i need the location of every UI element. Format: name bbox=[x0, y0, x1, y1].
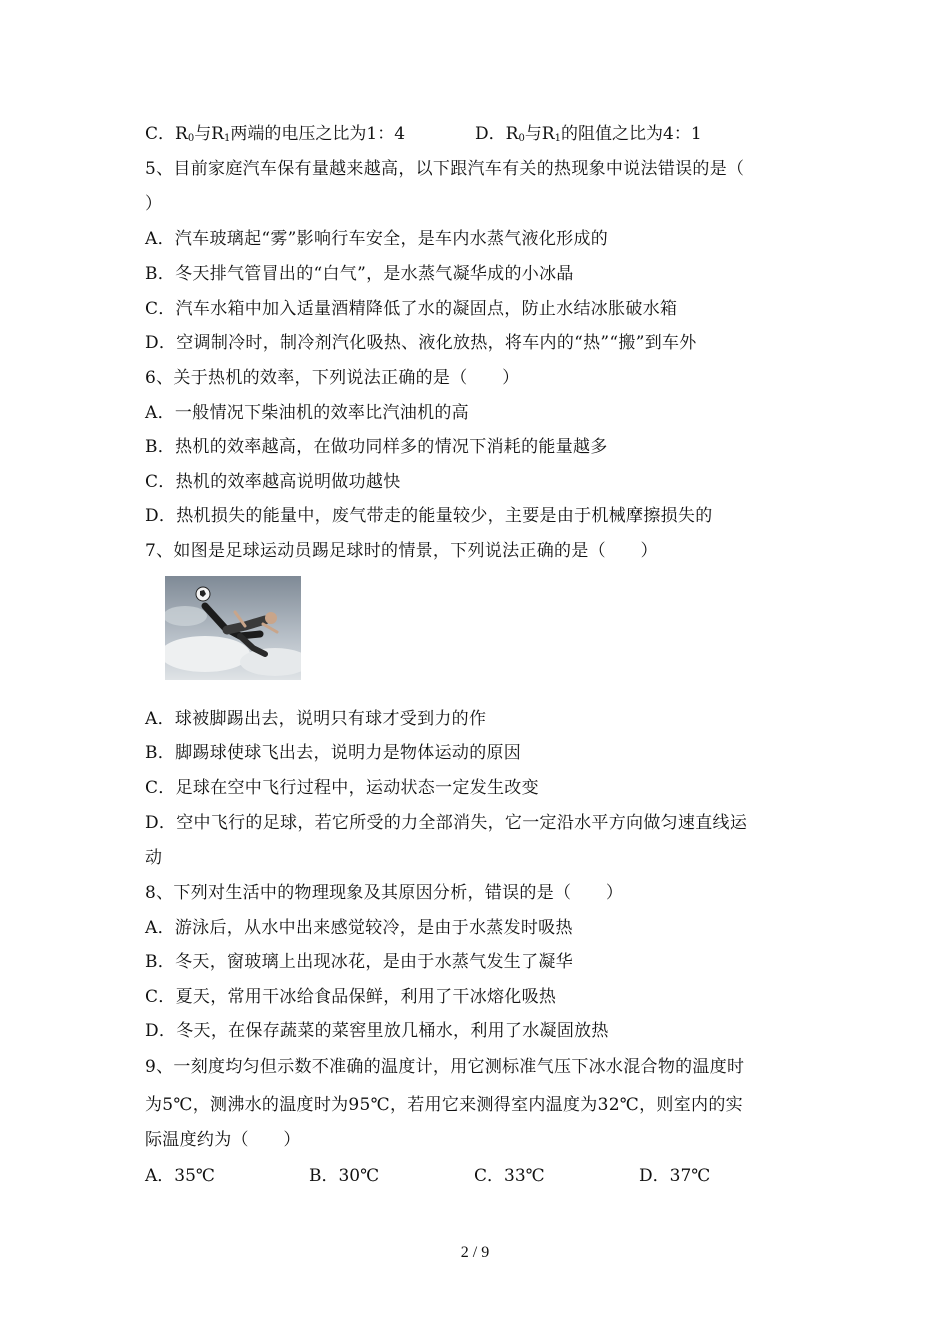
question-8-option-d: D．冬天，在保存蔬菜的菜窖里放几桶水，利用了水凝固放热 bbox=[145, 1021, 609, 1041]
question-5-option-c: C．汽车水箱中加入适量酒精降低了水的凝固点，防止水结冰胀破水箱 bbox=[145, 299, 678, 319]
question-7-option-d-cont: 动 bbox=[145, 848, 163, 868]
question-6-option-d: D．热机损失的能量中，废气带走的能量较少，主要是由于机械摩擦损失的 bbox=[145, 506, 713, 526]
question-9-option-d: D．37℃ bbox=[639, 1166, 711, 1186]
question-5-option-a: A．汽车玻璃起“雾”影响行车安全，是车内水蒸气液化形成的 bbox=[145, 229, 609, 249]
question-9-option-a: A．35℃ bbox=[145, 1166, 215, 1186]
question-8-stem: 8、下列对生活中的物理现象及其原因分析，错误的是（ ） bbox=[145, 883, 624, 903]
question-5-stem: 5、目前家庭汽车保有量越来越高，以下跟汽车有关的热现象中说法错误的是（ bbox=[145, 159, 745, 179]
question-7-option-a: A．球被脚踢出去，说明只有球才受到力的作 bbox=[145, 709, 487, 729]
question-9-stem: 9、一刻度均匀但示数不准确的温度计，用它测标准气压下冰水混合物的温度时 bbox=[145, 1057, 745, 1077]
question-5-stem-cont: ） bbox=[145, 194, 163, 214]
question-7-option-d: D．空中飞行的足球，若它所受的力全部消失，它一定沿水平方向做匀速直线运 bbox=[145, 813, 748, 833]
question-9-option-b: B．30℃ bbox=[309, 1166, 380, 1186]
question-6-stem: 6、关于热机的效率，下列说法正确的是（ ） bbox=[145, 368, 520, 388]
option-d: D．$R_0$与$R_1$的阻值之比为4：1 bbox=[475, 124, 702, 144]
question-8-option-a: A．游泳后，从水中出来感觉较冷，是由于水蒸发时吸热 bbox=[145, 918, 573, 938]
soccer-player-photo bbox=[165, 576, 301, 680]
question-5-option-d: D．空调制冷时，制冷剂汽化吸热、液化放热，将车内的“热”“搬”到车外 bbox=[145, 333, 697, 353]
page-number: 2 / 9 bbox=[460, 1244, 490, 1261]
question-5-option-b: B．冬天排气管冒出的“白气”，是水蒸气凝华成的小冰晶 bbox=[145, 264, 574, 284]
question-6-option-b: B．热机的效率越高，在做功同样多的情况下消耗的能量越多 bbox=[145, 437, 608, 457]
question-7-option-c: C．足球在空中飞行过程中，运动状态一定发生改变 bbox=[145, 778, 539, 798]
question-8-option-c: C．夏天，常用干冰给食品保鲜，利用了干冰熔化吸热 bbox=[145, 987, 557, 1007]
question-7-option-b: B．脚踢球使球飞出去，说明力是物体运动的原因 bbox=[145, 743, 522, 763]
question-9-stem-cont2: 际温度约为（ ） bbox=[145, 1130, 301, 1150]
question-6-option-a: A．一般情况下柴油机的效率比汽油机的高 bbox=[145, 403, 469, 423]
question-6-option-c: C．热机的效率越高说明做功越快 bbox=[145, 472, 401, 492]
option-c: C．$R_0$与$R_1$两端的电压之比为1：4 bbox=[145, 124, 406, 144]
question-9-option-c: C．33℃ bbox=[474, 1166, 545, 1186]
question-4-options-cd bbox=[145, 122, 702, 151]
question-7-stem: 7、如图是足球运动员踢足球时的情景，下列说法正确的是（ ） bbox=[145, 541, 658, 561]
question-8-option-b: B．冬天，窗玻璃上出现冰花，是由于水蒸气发生了凝华 bbox=[145, 952, 573, 972]
question-9-stem-cont: 为5℃，测沸水的温度时为95℃，若用它来测得室内温度为32℃，则室内的实 bbox=[145, 1095, 743, 1115]
